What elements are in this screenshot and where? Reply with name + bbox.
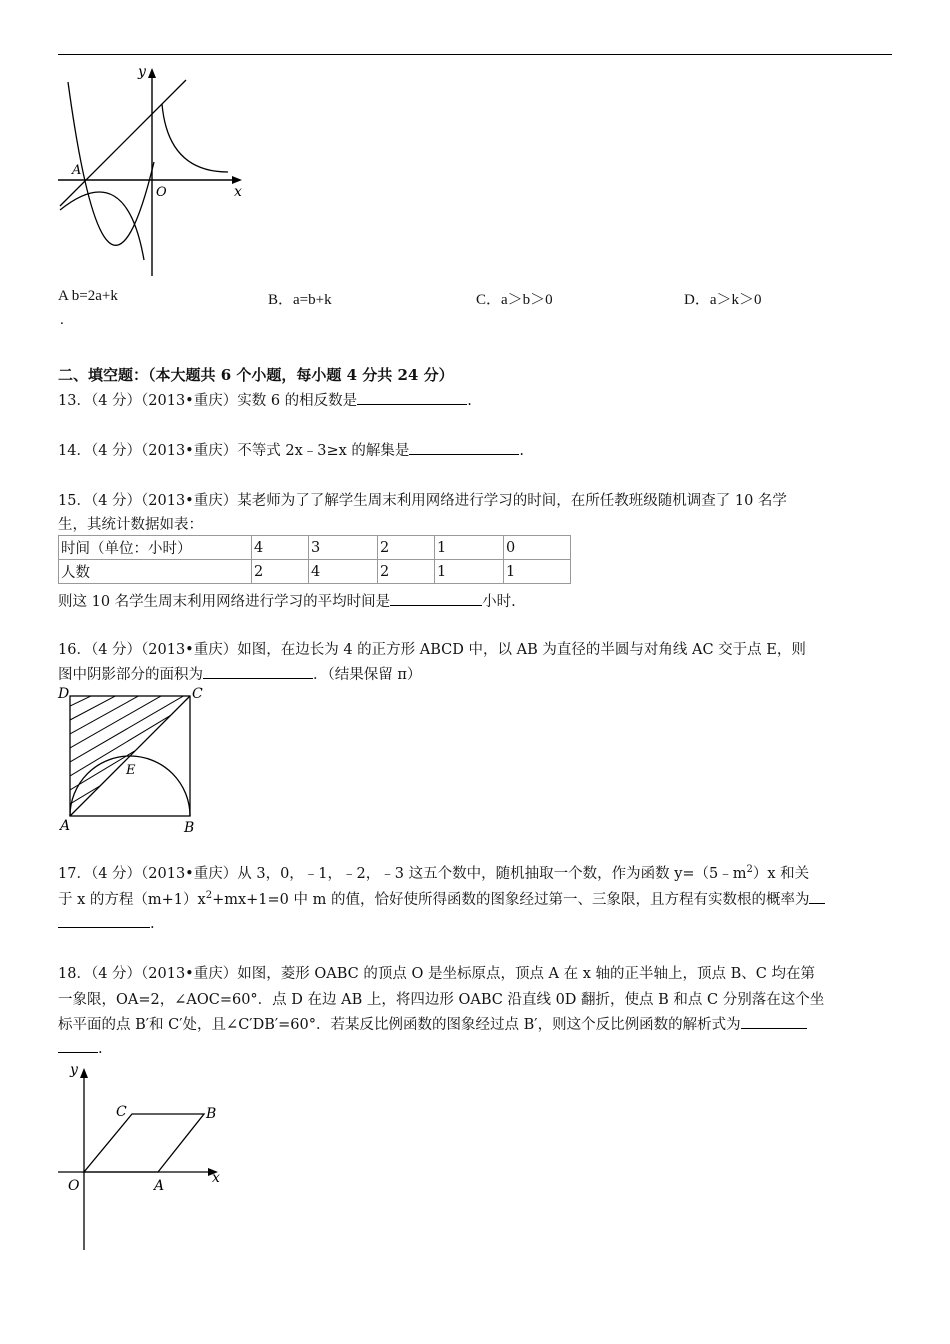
table-cell: 3 xyxy=(309,536,378,560)
question-17-superscript-2: 2 xyxy=(205,890,213,902)
question-17-end: . xyxy=(150,916,155,932)
question-15-end: 小时. xyxy=(482,594,516,610)
question-17-line3 xyxy=(58,913,155,932)
table-cell: 2 xyxy=(378,536,435,560)
question-18-line2: 一象限，OA=2，∠AOC=60°．点 D 在边 AB 上，将四边形 OABC 沿直线 0D 翻折，使点 B 和点 C 分别落在这个坐 xyxy=(58,992,825,1008)
answer-blank-14[interactable] xyxy=(409,440,519,455)
label-o: O xyxy=(68,1178,80,1194)
answer-blank-13[interactable] xyxy=(357,390,467,405)
table-cell: 人数 xyxy=(59,560,252,584)
graph-origin-o: O xyxy=(156,185,167,200)
header-rule xyxy=(58,54,892,55)
question-14-text: 14．（4 分）（2013•重庆）不等式 2x﹣3≥x 的解集是 xyxy=(58,443,410,459)
question-17-line2 xyxy=(58,888,825,909)
graph-x-label: x xyxy=(234,184,242,200)
choice-d: D．a＞k＞0 xyxy=(684,292,762,308)
question-18-line4 xyxy=(58,1038,103,1057)
section-title: 二、填空题：（本大题共 6 个小题，每小题 4 分共 24 分） xyxy=(58,366,454,384)
x-axis-arrow xyxy=(232,176,242,184)
question-17-superscript-1: 2 xyxy=(746,864,753,876)
shaded-region xyxy=(70,684,216,804)
choice-c: C．a＞b＞0 xyxy=(476,292,553,308)
straight-line xyxy=(60,80,186,206)
axis-y-label: y xyxy=(70,1062,78,1078)
question-16-line2 xyxy=(58,663,421,684)
graph-point-a: A xyxy=(72,163,82,178)
question-14-end: . xyxy=(519,443,525,459)
question-15-line3-text: 则这 10 名学生周末利用网络进行学习的平均时间是 xyxy=(58,594,391,610)
question-13-end: . xyxy=(467,393,472,409)
function-graph-figure xyxy=(56,62,256,282)
answer-blank-17[interactable] xyxy=(58,913,150,928)
answer-blank-18-start[interactable] xyxy=(741,1014,807,1029)
question-13 xyxy=(58,389,472,410)
question-18-line1: 18．（4 分）（2013•重庆）如图，菱形 OABC 的顶点 O 是坐标原点，顶点 A 在 x 轴的正半轴上，顶点 B、C 均在第 xyxy=(58,966,815,982)
question-16-line2-text: 图中阴影部分的面积为 xyxy=(58,667,203,683)
table-cell: 1 xyxy=(435,536,504,560)
label-a: A xyxy=(60,818,71,834)
table-cell: 0 xyxy=(504,536,571,560)
table-cell: 时间（单位：小时） xyxy=(59,536,252,560)
question-16-line1: 16．（4 分）（2013•重庆）如图，在边长为 4 的正方形 ABCD 中，以 AB 为直径的半圆与对角线 AC 交于点 E，则 xyxy=(58,642,806,658)
table-cell: 2 xyxy=(252,560,309,584)
question-17-line1 xyxy=(58,862,809,883)
answer-blank-16[interactable] xyxy=(203,664,313,679)
label-c: C xyxy=(116,1104,127,1120)
y-axis-arrow xyxy=(148,68,156,78)
table-row xyxy=(59,560,571,584)
axis-x-label: x xyxy=(212,1170,220,1186)
table-cell: 4 xyxy=(252,536,309,560)
table-cell: 2 xyxy=(378,560,435,584)
question-18-line3-text: 标平面的点 B′和 C′处，且∠C′DB′=60°．若某反比例函数的图象经过点 B′，则这个反比例函数的解析式为 xyxy=(58,1017,741,1033)
y-axis-arrow xyxy=(80,1068,88,1078)
label-a: A xyxy=(154,1178,165,1194)
question-15-line2: 生，其统计数据如表： xyxy=(58,517,203,533)
answer-blank-17-start[interactable] xyxy=(809,889,825,904)
question-13-text: 13．（4 分）（2013•重庆）实数 6 的相反数是 xyxy=(58,393,358,409)
graph-y-label: y xyxy=(138,64,146,80)
table-cell: 1 xyxy=(504,560,571,584)
question-15-line1: 15．（4 分）（2013•重庆）某老师为了了解学生周末利用网络进行学习的时间，在所任教班级随机调查了 10 名学 xyxy=(58,493,787,509)
label-d: D xyxy=(58,686,70,702)
rhombus-figure xyxy=(56,1058,236,1258)
question-14 xyxy=(58,439,524,460)
answer-blank-15[interactable] xyxy=(390,591,482,606)
table-cell: 1 xyxy=(435,560,504,584)
choice-b: B．a=b+k xyxy=(268,292,332,308)
answer-blank-18[interactable] xyxy=(58,1038,98,1053)
question-18-line3 xyxy=(58,1013,807,1034)
choice-a: A b=2a+k xyxy=(58,288,118,304)
question-18-end: . xyxy=(98,1041,103,1057)
hyperbola-branch-upper xyxy=(162,104,228,172)
question-17-line1-text: 17．（4 分）（2013•重庆）从 3，0，﹣1，﹣2，﹣3 这五个数中，随机抽取一个数，作为函数 y=（5﹣m xyxy=(58,866,747,882)
survey-table xyxy=(58,535,571,584)
square-semicircle-figure xyxy=(56,684,216,836)
hyperbola-branch-lower xyxy=(60,192,144,260)
question-16-end: ．（结果保留 π） xyxy=(313,667,422,683)
label-b: B xyxy=(184,820,195,836)
question-15-line3 xyxy=(58,590,516,611)
question-17-line2b: +mx+1=0 中 m 的值，恰好使所得函数的图象经过第一、三象限，且方程有实数根的概率为 xyxy=(212,892,810,908)
label-e: E xyxy=(126,763,136,778)
label-b: B xyxy=(206,1106,217,1122)
question-17-line2a: 于 x 的方程（m+1）x xyxy=(58,892,206,908)
table-cell: 4 xyxy=(309,560,378,584)
table-row xyxy=(59,536,571,560)
label-c: C xyxy=(192,686,203,702)
question-17-line1b: ）x 和关 xyxy=(752,866,810,882)
rhombus-oabc xyxy=(84,1114,204,1172)
choice-trailing-dot: . xyxy=(60,312,64,328)
